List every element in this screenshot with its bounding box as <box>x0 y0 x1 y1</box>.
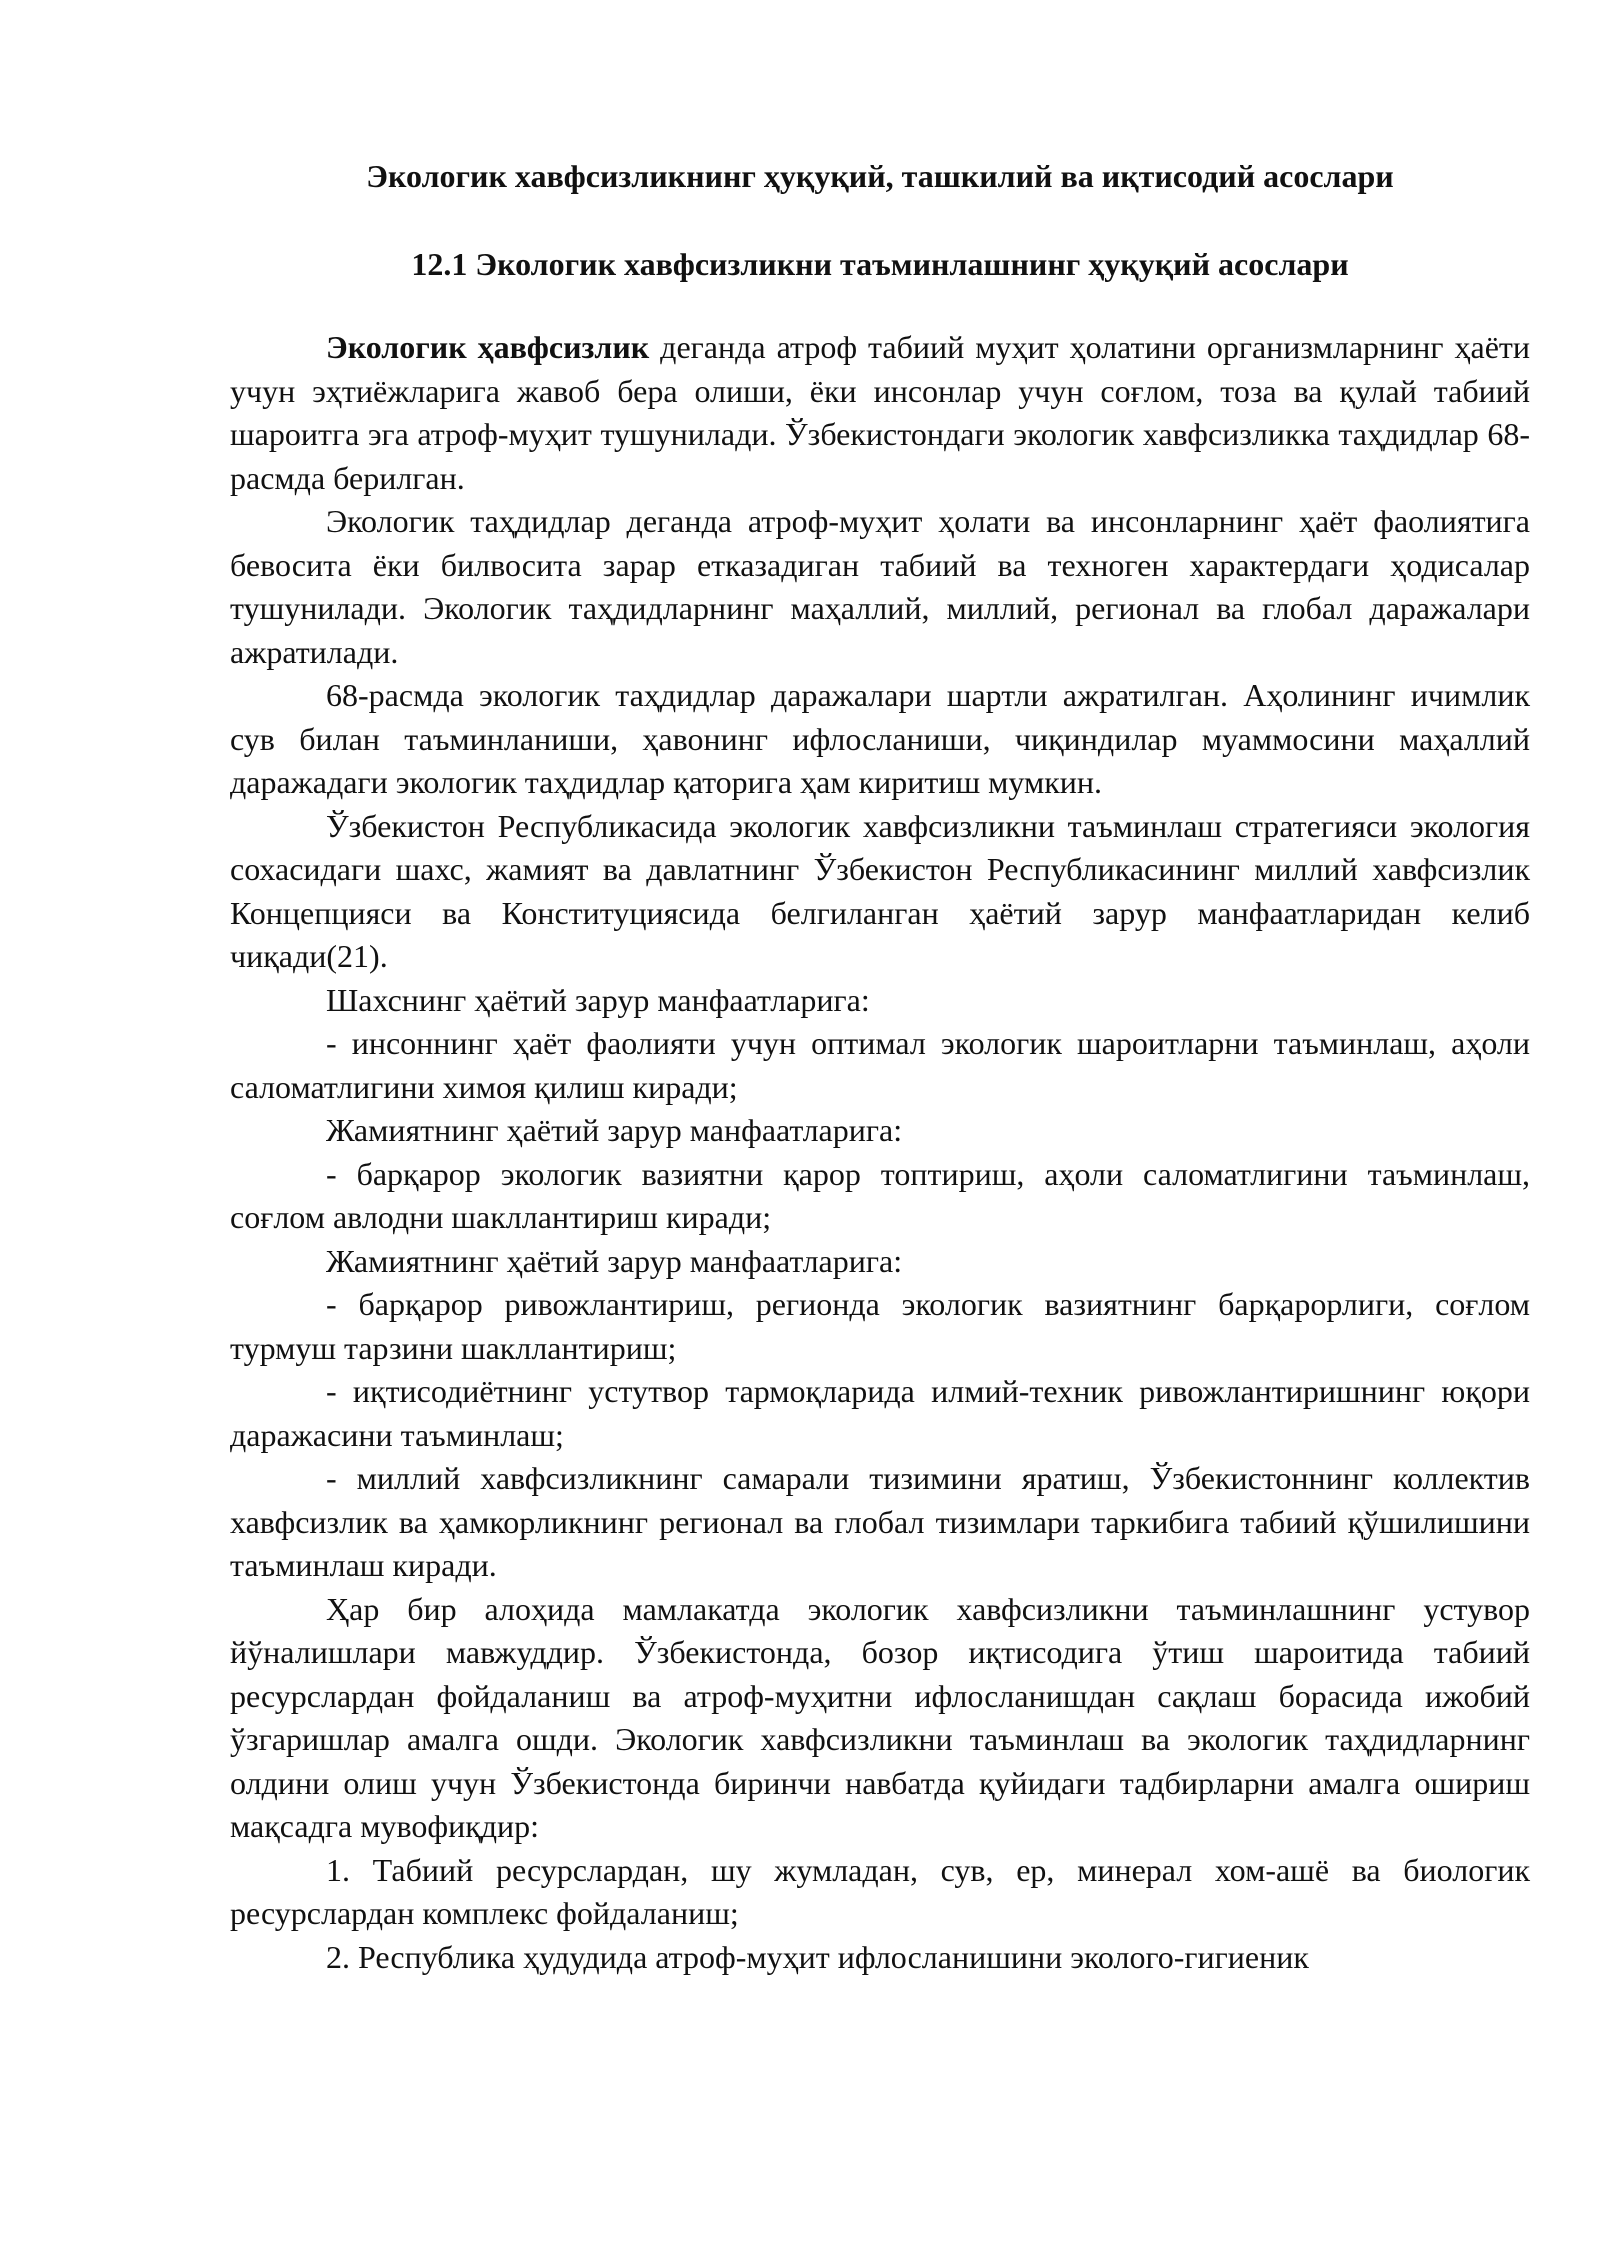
list-item: - инсоннинг ҳаёт фаолияти учун оптимал экологик шароитларни таъминлаш, аҳоли саломатлигини химоя қилиш киради; <box>230 1025 1530 1105</box>
term-bold: Экологик ҳавфсизлик <box>326 329 650 365</box>
list-item: - барқарор ривожлантириш, регионда экологик вазиятнинг барқарорлиги, соғлом турмуш тарзини шакллантириш; <box>230 1286 1530 1366</box>
list-item: - барқарор экологик вазиятни қарор топтириш, аҳоли саломатлигини таъминлаш, соғлом авлодни шакллантириш киради; <box>230 1155 1530 1235</box>
paragraph-text: деганда атроф табиий муҳит ҳолатини организмларнинг ҳаёти учун эҳтиёжларига жавоб бера олиши, ёки инсонлар учун соғлом, тоза ва қулай табиий шароитга эга атроф-муҳит тушунилади. Ўзбекистондаги экологик хавфсизликка таҳдидлар 68-расмда берилган. <box>230 329 1531 496</box>
section-title: 12.1 Экологик хавфсизликни таъминлашнинг ҳуқуқий асослари <box>411 246 1349 282</box>
document-title: Экологик хавфсизликнинг ҳуқуқий, ташкилий ва иқтисодий асослари <box>366 158 1394 194</box>
document-body <box>230 326 1530 1979</box>
paragraph: Шахснинг ҳаётий зарур манфаатларига: <box>326 981 870 1018</box>
numbered-item: 1. Табиий ресурслардан, шу жумладан, сув, ер, минерал хом-ашё ва биологик ресурслардан комплекс фойдаланиш; <box>230 1851 1530 1931</box>
paragraph <box>230 326 1530 500</box>
paragraph: Жамиятнинг ҳаётий зарур манфаатларига: <box>326 1242 903 1279</box>
paragraph: Экологик таҳдидлар деганда атроф-муҳит ҳолати ва инсонларнинг ҳаёт фаолиятига бевосита ёки билвосита зарар етказадиган табиий ва техноген характердаги ҳодисалар тушунилади. Экологик таҳдидларнинг маҳаллий, миллий, регионал ва глобал даражалари ажратилади. <box>230 503 1530 670</box>
paragraph: 68-расмда экологик таҳдидлар даражалари шартли ажратилган. Аҳолининг ичимлик сув билан таъминланиши, ҳавонинг ифлосланиши, чиқиндилар муаммосини маҳаллий даражадаги экологик таҳдидлар қаторига ҳам киритиш мумкин. <box>230 677 1530 800</box>
list-item: - миллий хавфсизликнинг самарали тизимини яратиш, Ўзбекистоннинг коллектив хавфсизлик ва ҳамкорликнинг регионал ва глобал тизимлари таркибига табиий қўшилишини таъминлаш киради. <box>230 1460 1530 1583</box>
paragraph: Жамиятнинг ҳаётий зарур манфаатларига: <box>326 1112 903 1148</box>
paragraph: Ҳар бир алоҳида мамлакатда экологик хавфсизликни таъминлашнинг устувор йўналишлари мавжуддир. Ўзбекистонда, бозор иқтисодига ўтиш шароитида табиий ресурслардан фойдаланиш ва атроф-муҳитни ифлосланишдан сақлаш борасида ижобий ўзгаришлар амалга ошди. Экологик хавфсизликни таъминлаш ва экологик таҳдидларнинг олдини олиш учун Ўзбекистонда биринчи навбатда қуйидаги тадбирларни амалга ошириш мақсадга мувофиқдир: <box>230 1590 1530 1844</box>
numbered-item: 2. Республика ҳудудида атроф-муҳит ифлосланишини эколого-гигиеник <box>326 1938 1309 1975</box>
paragraph: Ўзбекистон Республикасида экологик хавфсизликни таъминлаш стратегияси экология сохасидаги шахс, жамият ва давлатнинг Ўзбекистон Республикасининг миллий хавфсизлик Концепцияси ва Конституциясида белгиланган ҳаётий зарур манфаатларидан келиб чиқади(21). <box>230 807 1530 974</box>
list-item: - иқтисодиётнинг устутвор тармоқларида илмий-техник ривожлантиришнинг юқори даражасини таъминлаш; <box>230 1373 1530 1453</box>
